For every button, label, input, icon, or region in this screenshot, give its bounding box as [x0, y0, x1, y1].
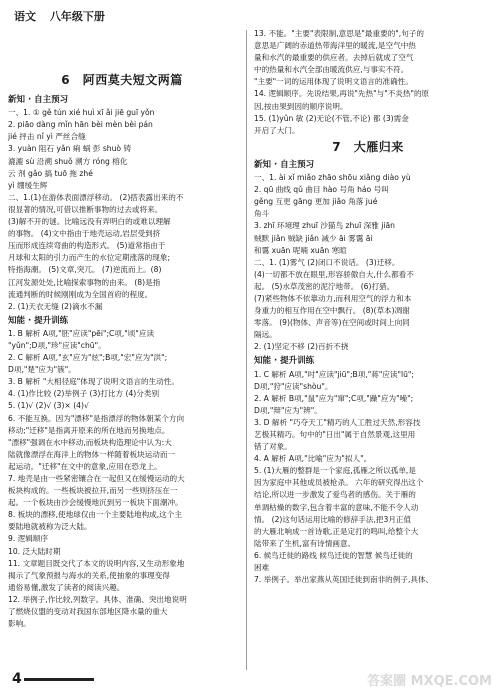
answer-line: 10. 泛大陆时期 — [8, 546, 61, 556]
answer-line: 结论,所以进一步激发了爱鸟者的感伤。关于雁的 — [254, 490, 416, 500]
answer-line: gěng 互更 gāng 更加 jiǎo 角落 jué — [254, 197, 378, 207]
watermark: 答案圈 MXQE.COM — [367, 674, 492, 689]
answer-line: 江河发源处处,比喻探索事物的由来。 (8)是指 — [8, 277, 161, 287]
answer-line: 漉漉 sù 沿溯 shuǒ 溯方 róng 榕化 — [8, 156, 128, 166]
answer-block-continued — [254, 28, 482, 137]
answer-block-training — [8, 328, 236, 630]
answer-line: 情。 (2)这句话运用比喻的修辞手法,把3月正值 — [254, 514, 412, 524]
answer-line: 2. (1)坚定不移 (2)百折不挠 — [254, 342, 349, 352]
right-column — [254, 28, 482, 586]
answer-line: 2. qū 曲线 qǔ 曲目 hào 号角 háo 号叫 — [254, 185, 389, 195]
answer-line: 陆就像漂浮在海洋上的物体一样随着板块运动而一 — [8, 449, 176, 459]
lesson-title — [254, 141, 482, 153]
lesson-number: 7 — [332, 139, 342, 154]
answer-line: D项,"辩"应为"辨"。 — [254, 405, 322, 415]
answer-line: 一、1. ài xǐ miǎo zhāo shōu xiǎng diào yù — [254, 173, 411, 183]
answer-line: 11. 文章题目既交代了本文的说明内容,又生动形象地 — [8, 558, 185, 568]
section-heading-training: 知能 · 提升训练 — [8, 315, 69, 326]
answer-line: 9. 逻辑顺序 — [8, 534, 49, 544]
answer-line: 3. B 解析 "大相径庭"体现了说明文语言的生动性。 — [8, 377, 179, 387]
answer-line: (3)解不开的谜。比喻远没有弄明白的或难以理解 — [8, 217, 171, 227]
answer-line: 因,按由果到因的顺序说明。 — [254, 101, 348, 111]
answer-line: "yǔn";D项,"珍"应读"chū"。 — [8, 340, 106, 350]
answer-line: 月球和太阳的引力而产生的水位定期涨落的现象; — [8, 253, 171, 263]
answer-line: 5. (1)√ (2)√ (3)× (4)√ — [8, 401, 89, 411]
lesson-number: 6 — [61, 73, 71, 87]
answer-line: 流通判断的时候刚刚成为全国首府的程度。 — [8, 289, 153, 299]
answer-line: 云 剂 gǎo 搞 tuō 拖 zhé — [8, 168, 93, 178]
answer-line: (7)紧些物体不依靠动力,而利用空气的浮力和本 — [254, 293, 412, 303]
subject-label: 语文 — [14, 10, 36, 23]
answer-line: "漂移"强调在水中移动,而板块构造理论中认为:大 — [8, 437, 172, 447]
page-header — [14, 8, 115, 24]
section-heading-preview: 新知 · 自主预习 — [8, 95, 69, 106]
answer-line: 13. 不能。"主要"表限制,意思是"最重要的",句子的 — [254, 29, 424, 38]
answer-line: 起。 (5)水草茂密的泥泞地带。 (6)打猎。 — [254, 281, 395, 291]
answer-line: 通俗易懂,激发了读者的阅读兴趣。 — [8, 582, 125, 592]
answer-line: 板块构成的。一些板块被拉开,而另一些则挤压在一 — [8, 486, 178, 496]
answer-line: 零落。 (9)(物体、声音等)在空间或时间上向同 — [254, 318, 410, 328]
answer-line: 14. 逻辑顺序。先说结果,再说"先热"与"不炎热"的原 — [254, 89, 430, 99]
answer-line: 中的热量和水汽全部由暖流供应,与事实不符。 — [254, 65, 409, 75]
answer-line: 3. zhī 环境理 zhuī 沙猫鸟 zhuī 深雅 jiān — [254, 221, 395, 231]
page-number: 4 — [12, 671, 22, 687]
answer-block-preview — [8, 107, 236, 313]
answer-line: 二、1. (1)雾气 (2)闭口不说话。 (3)迁移。 — [254, 257, 400, 267]
page-bar — [24, 678, 94, 681]
answer-line: 困难 — [254, 563, 270, 573]
answer-line: 身重力的相互作用在空中飘行。 (8)(草本)凋谢 — [254, 306, 410, 316]
answer-line: 7. 地壳是由一些紧密镶合在一起但又在缓慢运动的大 — [8, 474, 185, 483]
answer-line: jié 抨击 nǐ yì 严丝合缝 — [8, 132, 86, 142]
answer-line: 8. 板块的漂移,使地球仅由一个主要陆地构成,这个主 — [8, 510, 182, 520]
answer-line: 3. D 解析 "巧夺天工"精巧的人工胜过天然,形容技 — [254, 417, 421, 427]
answer-line: 艺极其精巧。句中的"日出"属于自然景观,这里用 — [254, 430, 416, 439]
answer-line: 3. yuàn 阻石 yǎn 痢 蜗 彭 shuò 铸 — [8, 144, 132, 154]
answer-line: 压而形成连续弯曲的构造形式。 (5)道常指由于 — [8, 241, 166, 251]
answer-line: 特指海潮。 (5)文章,突兀。 (7)逆流而上。(8) — [8, 265, 162, 275]
answer-line: 很显著的情况,可借以推断事物的过去或将来。 — [8, 204, 163, 214]
answer-line: 开启了大门。 — [254, 125, 300, 135]
answer-line: 4. (1)作比较 (2)举例子 (3)打比方 (4)分类别 — [8, 389, 160, 399]
answer-line: 起运动。"迁移"在文中的意象,应用在恐龙上。 — [8, 461, 162, 471]
answer-line: 的大雁北响成一首诗歌,正是定打的鸣叫,给整个大 — [254, 526, 419, 536]
answer-line: 隔远。 — [254, 330, 277, 340]
answer-line: 和霭 xuān 呢喃 xuān 寒暄 — [254, 245, 347, 255]
answer-line: 1. C 解析 A项,"吋"应读"jiū";B项,"蒋"应读"lū"; — [254, 369, 414, 379]
answer-block-preview — [254, 172, 482, 353]
answer-line: 5. (1)大雁的整群是一个家庭,孤雁之所以孤单,是 — [254, 466, 416, 476]
lesson-name: 大雁归来 — [353, 139, 404, 154]
answer-line: 2. C 解析 A项,"玄"应为"炫";B项,"宏"应为"洪"; — [8, 353, 168, 363]
answer-line: D项,"楚"应为"簇"。 — [8, 365, 76, 375]
section-heading-preview: 新知 · 自主预习 — [254, 159, 315, 170]
answer-line: 揭示了气象预报与海水的关系,使抽象的事理变得 — [8, 570, 170, 580]
answer-line: 12. 举例子,作比较,列数字。具体、准确、突出地说明 — [8, 594, 187, 604]
grade-label: 八年级下册 — [49, 10, 105, 23]
answer-line: 了燃烧仪盟的变动对我国东部地区降水量的重大 — [8, 607, 168, 617]
answer-line: 意思是广阔的赤道热带海洋里的暖流,是空气中热 — [254, 41, 416, 51]
answer-line: 6. 候鸟迁徙的路线 候鸟迁徙的智慧 候鸟迁徙的 — [254, 550, 413, 560]
answer-line: 因为家庭中其他成员被枪杀。 六年的研究得出这个 — [254, 478, 424, 488]
left-column — [8, 28, 236, 630]
answer-line: 2. A 解析 B项,"鼠"应为"窜";C项,"躁"应为"噪"; — [254, 393, 414, 403]
answer-line: 移动;"迁移"是指离开原来的所在地而另换地点。 — [8, 425, 170, 435]
answer-line: 贼默 jiǎn 贼缺 jiǎn 减少 āi 雾霭 āi — [254, 233, 373, 243]
answer-line: 陆带来了生机,富有诗情画意。 — [254, 538, 356, 548]
answer-line: "主要"一词的运用体现了说明文语言的准确性。 — [254, 77, 413, 87]
answer-line: 错了对象。 — [254, 442, 292, 452]
column-divider — [246, 30, 247, 670]
answer-line: 量和水汽的最重要的供应者。去掉后就成了空气 — [254, 53, 414, 63]
answer-line: 二、1.(1)在游体表面漂浮移动。 (2)搭表露出来的不 — [8, 192, 184, 202]
answer-line: (4)一切都不放在眼里,形容骄傲自大,什么都看不 — [254, 269, 414, 279]
answer-line: 4. A 解析 A项,"比喻"应为"拟人"。 — [254, 454, 372, 464]
answer-line: 起。一个板块由沙会缓慢地沉到另一板块下面潮冲。 — [8, 498, 183, 508]
lesson-title — [8, 74, 236, 86]
answer-line: D项,"狩"应读"shòu"。 — [254, 381, 333, 391]
answer-line: 要陆地就被称为泛大陆。 — [8, 522, 92, 532]
answer-line: 7. 举例子。举出家燕从英国迁徙到南非的例子,具体、 — [254, 575, 434, 585]
answer-line: yì 绷缓生辉 — [8, 180, 48, 190]
answer-block-training — [254, 369, 482, 587]
answer-line: 一、1. ① gě tún xié huì xī ǎi jiē guī yǒn — [8, 108, 155, 118]
answer-line: 2. piāo dàng mǐn hān bèi mèn bèi pán — [8, 120, 153, 130]
answer-line: 2. (1)天衣无缝 (2)滴水不漏 — [8, 301, 103, 311]
answer-line: 6. 不能互换。因为"漂移"是指漂浮的物体朝某个方向 — [8, 413, 185, 423]
answer-line: 单调枯燥的数字,包含着丰富的意味,不能不令人动 — [254, 502, 419, 512]
lesson-name: 阿西莫夫短文两篇 — [82, 73, 183, 87]
answer-line: 角斗 — [254, 209, 270, 219]
answer-line: 1. B 解析 A项,"胚"应读"pēi";C项,"顷"应读 — [8, 328, 155, 338]
answer-line: 影响。 — [8, 619, 31, 629]
answer-line: 的事物。 (4)文中指由于地壳运动,岩层受到挤 — [8, 229, 161, 239]
section-heading-training: 知能 · 提升训练 — [254, 356, 315, 367]
answer-line: 15. (1)yǔn 敏 (2)无论(不管,不论) 都 (3)需金 — [254, 113, 409, 123]
